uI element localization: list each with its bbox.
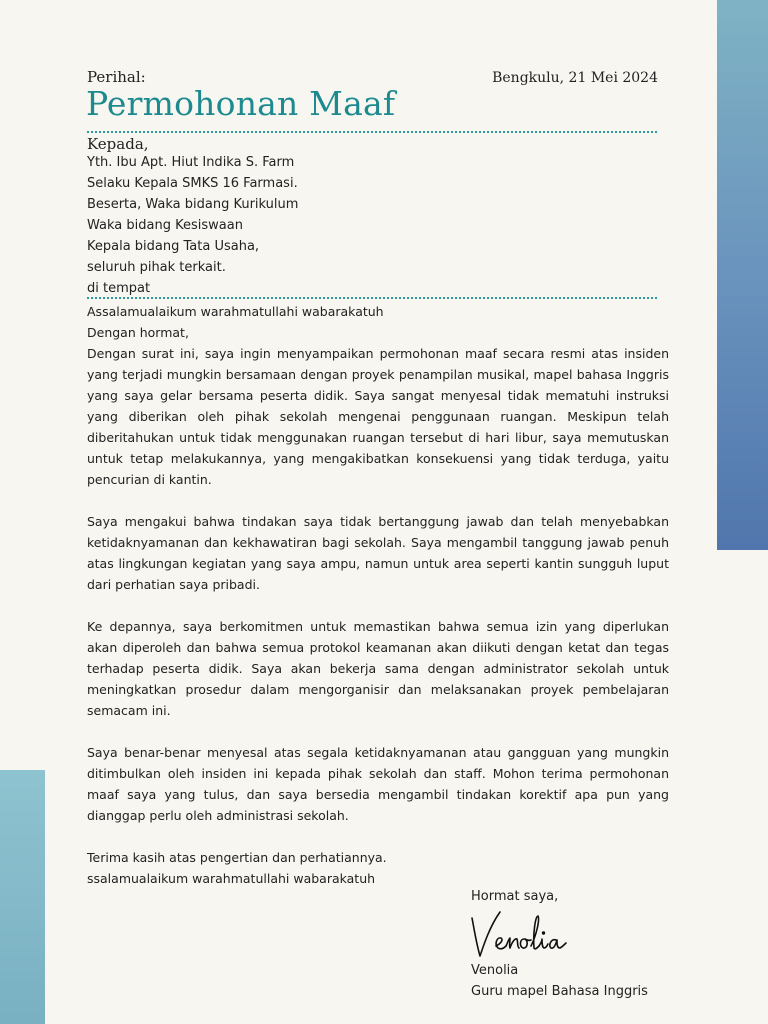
body-paragraph: Ke depannya, saya berkomitmen untuk memastikan bahwa semua izin yang diperlukan akan diperoleh dan bahwa semua protokol keamanan akan diikuti dengan ketat dan tegas terhadap peserta didik. Saya akan bekerja sama dengan administrator sekolah untuk meningkatkan prosedur dalam mengorganisir dan melaksanakan proyek pembelajaran semacam ini. [87, 619, 669, 718]
body-paragraph: Saya benar-benar menyesal atas segala ketidaknyamanan atau gangguan yang mungkin ditimbulkan oleh insiden ini kepada pihak sekolah dan staff. Mohon terima permohonan maaf saya yang tulus, dan saya bersedia mengambil tindakan korektif apa pun yang dianggap perlu oleh administrasi sekolah. [87, 745, 669, 823]
accent-bar-top-right [717, 0, 768, 550]
signer-name: Venolia [471, 963, 519, 978]
title-divider [87, 131, 657, 133]
letter-title: Permohonan Maaf [86, 84, 396, 123]
greeting: Dengan hormat, [87, 325, 189, 340]
closing-salam: ssalamualaikum warahmatullahi wabarakatuh [87, 871, 376, 886]
handwritten-signature [466, 906, 586, 962]
perihal-label: Perihal: [87, 68, 146, 86]
recipient-divider [87, 297, 657, 299]
accent-bar-bottom-left [0, 770, 45, 1024]
recipient-line: Kepala bidang Tata Usaha, [87, 239, 260, 254]
closing-phrase: Hormat saya, [471, 889, 559, 904]
recipient-line: Beserta, Waka bidang Kurikulum [87, 197, 299, 212]
letter-body [87, 301, 669, 889]
recipient-line: seluruh pihak terkait. [87, 260, 226, 275]
body-paragraph: Saya mengakui bahwa tindakan saya tidak bertanggung jawab dan telah menyebabkan ketidaknyamanan dan kekhawatiran bagi sekolah. Saya mengambil tanggung jawab penuh atas lingkungan kegiatan yang saya ampu, namun untuk area seperti kantin sungguh luput dari perhatian saya pribadi. [87, 514, 669, 592]
signer-role: Guru mapel Bahasa Inggris [471, 984, 648, 999]
body-paragraph: Dengan surat ini, saya ingin menyampaikan permohonan maaf secara resmi atas insiden yang terjadi mungkin bersamaan dengan proyek penampilan musikal, mapel bahasa Inggris yang saya gelar bersama peserta didik. Saya sangat menyesal tidak mematuhi instruksi yang diberikan oleh pihak sekolah mengenai penggunaan ruangan. Meskipun telah diberitahukan untuk tidak menggunakan ruangan tersebut di hari libur, saya memutuskan untuk tetap melakukannya, yang mengakibatkan konsekuensi yang tidak terduga, yaitu pencurian di kantin. [87, 346, 669, 487]
letter-date: Bengkulu, 21 Mei 2024 [492, 70, 658, 86]
recipient-line: di tempat [87, 281, 151, 296]
thanks-line: Terima kasih atas pengertian dan perhatiannya. [87, 850, 387, 865]
svg-text:Venolia: Venolia [466, 906, 470, 907]
recipient-line: Waka bidang Kesiswaan [87, 218, 243, 233]
recipient-block [87, 152, 647, 299]
recipient-line: Selaku Kepala SMKS 16 Farmasi. [87, 176, 298, 191]
opening-salam: Assalamualaikum warahmatullahi wabarakatuh [87, 304, 384, 319]
recipient-line: Yth. Ibu Apt. Hiut Indika S. Farm [87, 155, 295, 170]
recipient-label: Kepada, [87, 135, 149, 153]
